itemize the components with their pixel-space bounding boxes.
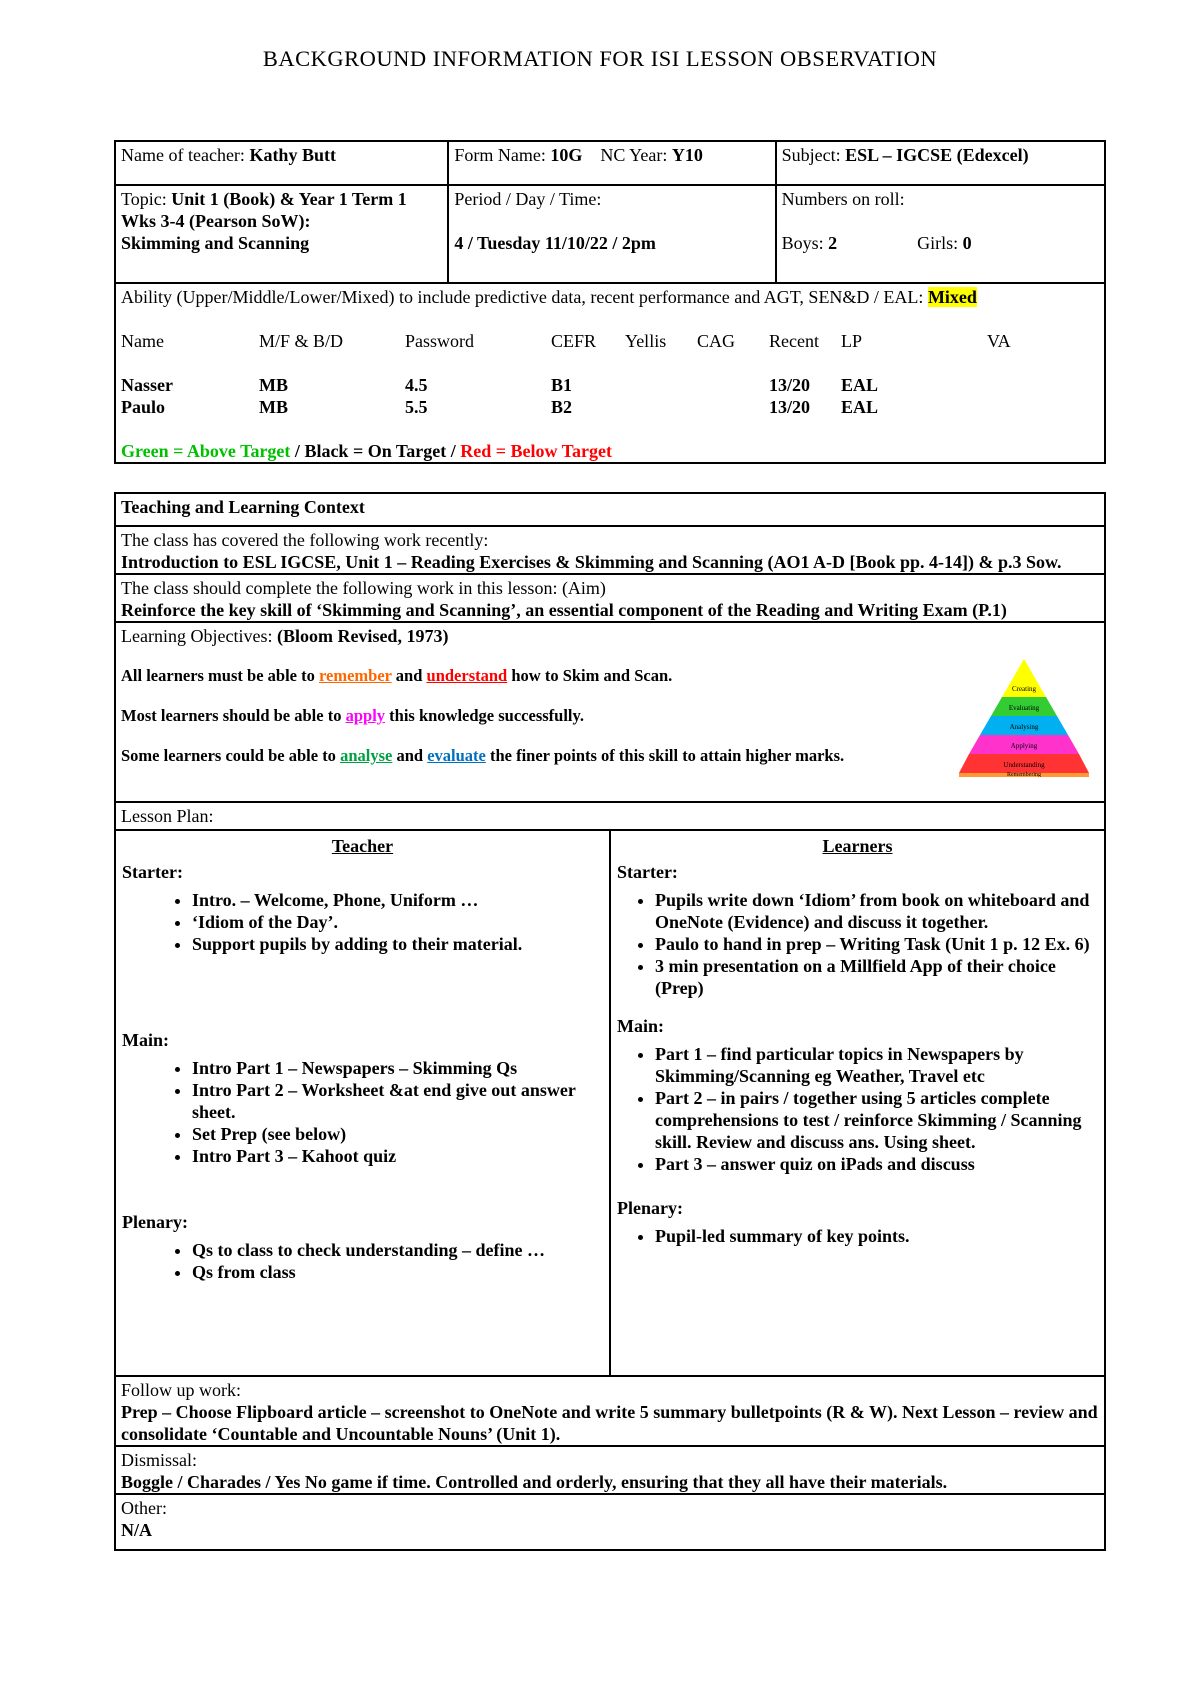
form-cell: Form Name: 10G NC Year: Y10 [448, 141, 775, 185]
recent-work-cell: The class has covered the following work recently: Introduction to ESL IGCSE, Unit 1 – Reading Exercises & Skimming and Scanning (AO1 A-D [Book pp. 4-14]) & p.3 Sow. [115, 526, 1105, 574]
roll-cell: Numbers on roll: Boys: 2 Girls: 0 [776, 185, 1105, 283]
pyramid-label: Understanding [1003, 761, 1045, 769]
teacher-plenary-list [122, 1239, 603, 1283]
objectives-cell: Learning Objectives: (Bloom Revised, 1973) All learners must be able to remember and understand how to Skim and Scan. Most learners should be able to apply this knowledge successfully. Some learners could be able to analyse and evaluate the finer points of this skill to attain higher marks. Creating Evaluating Analysing Applying Understanding Remembering [115, 622, 1105, 802]
ability-cell [115, 283, 1105, 463]
learners-column: Learners Starter: • Pupils write down ‘Idiom’ from book on whiteboard and OneNote (Evidence) and discuss it together. • Paulo to hand in prep – Writing Task (Unit 1 p. 12 Ex. 6) • 3 min presentation on a Millfield App of their choice (Prep) Main: • Part 1 – find particular topics in Newspapers by Skimming/Scanning eg Weather, Travel etc • Part 2 – in pairs / together using 5 articles complete comprehensions to test / reinforce Skimming / Scanning skill. Review and discuss ans. Using sheet. • Part 3 – answer quiz on iPads and discuss Plenary: • Pupil-led summary of key points. [610, 830, 1105, 1376]
list-item: • Part 3 – answer quiz on iPads and discuss [655, 1153, 1098, 1175]
list-item: • Qs to class to check understanding – define … [192, 1239, 603, 1261]
pyramid-label: Remembering [1007, 772, 1041, 777]
lesson-plan-label: Lesson Plan: [115, 802, 1105, 830]
pyramid-level [1013, 659, 1035, 678]
learners-main-list [617, 1043, 1098, 1175]
list-item: • Intro Part 2 – Worksheet &at end give out answer sheet. [192, 1079, 603, 1123]
list-item: • Intro Part 1 – Newspapers – Skimming Qs [192, 1057, 603, 1079]
teacher-cell: Name of teacher: Kathy Butt [115, 141, 448, 185]
target-key: Green = Above Target / Black = On Target / Red = Below Target [121, 441, 612, 461]
list-item: • Pupils write down ‘Idiom’ from book on whiteboard and OneNote (Evidence) and discuss it together. [655, 889, 1098, 933]
aim-cell: The class should complete the following work in this lesson: (Aim) Reinforce the key skill of ‘Skimming and Scanning’, an essential component of the Reading and Writing Exam (P.1) [115, 574, 1105, 622]
other-cell: Other: N/A [115, 1494, 1105, 1550]
list-item: • Qs from class [192, 1261, 603, 1283]
page-title: BACKGROUND INFORMATION FOR ISI LESSON OBSERVATION [262, 46, 938, 71]
pupil-row: Paulo MB 5.5 B2 13/20 EAL [121, 397, 879, 417]
list-item: • Part 1 – find particular topics in Newspapers by Skimming/Scanning eg Weather, Travel etc [655, 1043, 1098, 1087]
context-table [114, 492, 1106, 1551]
header-table [114, 140, 1106, 464]
objective-could: Some learners could be able to analyse and evaluate the finer points of this skill to attain higher marks. [121, 746, 845, 765]
list-item: • Support pupils by adding to their material. [192, 933, 603, 955]
list-item: • Part 2 – in pairs / together using 5 articles complete comprehensions to test / reinforce Skimming / Scanning skill. Review and discuss ans. Using sheet. [655, 1087, 1098, 1153]
list-item: • Intro Part 3 – Kahoot quiz [192, 1145, 603, 1167]
list-item: • ‘Idiom of the Day’. [192, 911, 603, 933]
blooms-pyramid-icon [959, 659, 1089, 777]
dismissal-cell: Dismissal: Boggle / Charades / Yes No game if time. Controlled and orderly, ensuring that they all have their materials. [115, 1446, 1105, 1494]
teacher-main-list [122, 1057, 603, 1167]
subject-cell: Subject: ESL – IGCSE (Edexcel) [776, 141, 1105, 185]
period-cell: Period / Day / Time: 4 / Tuesday 11/10/22 / 2pm [448, 185, 775, 283]
list-item: • 3 min presentation on a Millfield App of their choice (Prep) [655, 955, 1098, 999]
pupil-columns: Name M/F & B/D Password CEFR Yellis CAG Recent LP VA [121, 331, 1011, 351]
list-item: • Paulo to hand in prep – Writing Task (Unit 1 p. 12 Ex. 6) [655, 933, 1098, 955]
teacher-starter-list [122, 889, 603, 955]
teacher-column: Teacher Starter: • Intro. – Welcome, Phone, Uniform … • ‘Idiom of the Day’. • Support pupils by adding to their material. Main: • Intro Part 1 – Newspapers – Skimming Qs • Intro Part 2 – Worksheet &at end give out answer sheet. • Set Prep (see below) • Intro Part 3 – Kahoot quiz Plenary: • Qs to class to check understanding – define … • Qs from class [115, 830, 610, 1376]
objective-must: All learners must be able to remember and understand how to Skim and Scan. [121, 666, 673, 685]
context-heading: Teaching and Learning Context [115, 493, 1105, 526]
ability-value: Mixed [927, 287, 977, 307]
pyramid-label: Creating [1011, 685, 1037, 693]
learners-starter-list [617, 889, 1098, 999]
pyramid-label: Evaluating [1008, 704, 1040, 712]
pupil-row: Nasser MB 4.5 B1 13/20 EAL [121, 375, 879, 395]
list-item: • Pupil-led summary of key points. [655, 1225, 1098, 1247]
pyramid-label: Analysing [1009, 723, 1039, 731]
list-item: • Intro. – Welcome, Phone, Uniform … [192, 889, 603, 911]
list-item: • Set Prep (see below) [192, 1123, 603, 1145]
pyramid-label: Applying [1010, 742, 1038, 750]
objective-should: Most learners should be able to apply this knowledge successfully. [121, 706, 584, 725]
topic-cell: Topic: Unit 1 (Book) & Year 1 Term 1 Wks 3-4 (Pearson SoW): Skimming and Scanning [115, 185, 448, 283]
learners-plenary-list [617, 1225, 1098, 1247]
followup-cell: Follow up work: Prep – Choose Flipboard article – screenshot to OneNote and write 5 summary bulletpoints (R & W). Next Lesson – review and consolidate ‘Countable and Uncountable Nouns’ (Unit 1). [115, 1376, 1105, 1446]
ability-label: Ability (Upper/Middle/Lower/Mixed) to include predictive data, recent performance and AGT, SEN&D / EAL: [121, 287, 924, 307]
